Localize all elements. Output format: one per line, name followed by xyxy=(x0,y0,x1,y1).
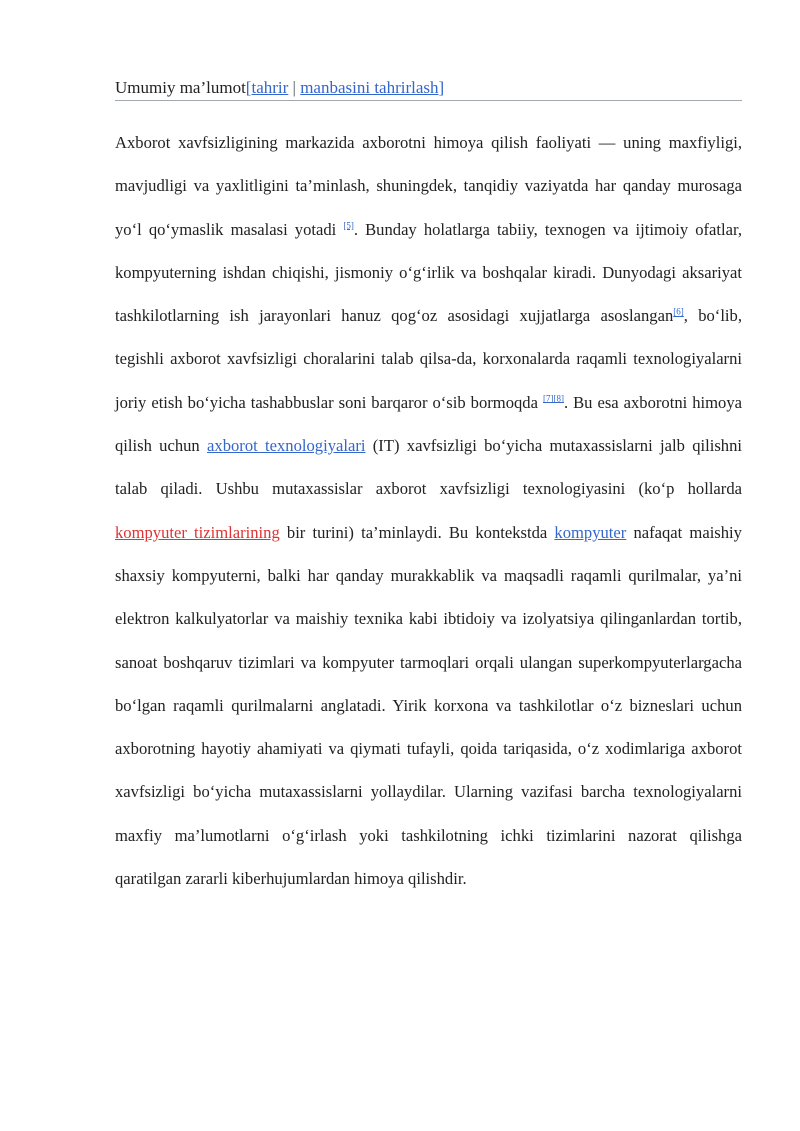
paragraph-text-2: . Bunday holatlarga tabiiy, texnogen va ijtimoiy ofatlar, kompyuterning ishdan chiqishi, jismoniy o‘g‘irlik va boshqalar kiradi. Dunyodagi aksariyat tashkilotlarning ish jarayonlari hanuz qog‘oz asosidagi xujjatlarga asoslangan xyxy=(115,219,742,326)
body-paragraph xyxy=(115,121,742,900)
reference-5 xyxy=(343,220,354,230)
edit-bracket-close: ] xyxy=(438,78,445,97)
edit-separator: | xyxy=(288,78,301,97)
paragraph-text-1: Axborot xavfsizligining markazida axborotni himoya qilish faoliyati — uning maxfiyligi, mavjudligi va yaxlitligini ta’minlash, shuningdek, tanqidiy vaziyatda har qanday murosaga yo‘l qo‘ymaslik masalasi yotadi xyxy=(115,133,742,239)
section-title: Umumiy ma’lumot xyxy=(115,78,246,97)
paragraph-text-7: nafaqat maishiy shaxsiy kompyuterni, balki har qanday murakkablik va maqsadli raqamli qurilmalar, ya’ni elektron kalkulyatorlar va maishiy texnika kabi ibtidoiy va izolyatsiya qilinganlardan tortib, sanoat boshqaruv tizimlari va kompyuter tarmoqlari orqali ulangan superkompyuterlargacha bo‘lgan raqamli qurilmalarni anglatadi. Yirik korxona va tashkilotlar o‘z bizneslari uchun axborotning hayotiy ahamiyati va qiymati tufayli, qoida tariqasida, o‘z xodimlariga axborot xavfsizligi bo‘yicha mutaxassislarni yollaydilar. Ularning vazifasi barcha texnologiyalarni maxfiy ma’lumotlarni o‘g‘irlash yoki tashkilotning ichki tizimlarini nazorat qilishga qaratilgan zararli kiberhujumlardan himoya qilishdir. xyxy=(115,522,742,889)
link-kompyuter[interactable]: kompyuter xyxy=(554,522,627,542)
reference-8-link[interactable]: [8] xyxy=(553,393,564,404)
paragraph-text-5: (IT) xavfsizligi bo‘yicha mutaxassislarni jalb qilishni talab qiladi. Ushbu mutaxassislar axborot xavfsizligi texnologiyasini (ko‘p hollarda xyxy=(115,436,742,499)
reference-7-link[interactable]: [7] xyxy=(542,393,554,404)
edit-source-link[interactable]: manbasini tahrirlash xyxy=(300,78,439,97)
reference-7-8 xyxy=(543,393,564,403)
section-heading xyxy=(115,76,742,101)
edit-link[interactable]: tahrir xyxy=(251,78,289,97)
link-axborot-texnologiyalari[interactable]: axborot texnologiyalari xyxy=(207,436,366,456)
edit-bracket-open: [ xyxy=(245,78,252,97)
paragraph-text-6: bir turini) ta’minlaydi. Bu kontekstda xyxy=(286,522,548,542)
paragraph-text-4: . Bu esa axborotni himoya qilish uchun xyxy=(115,392,742,456)
reference-5-link[interactable]: [5] xyxy=(343,220,354,231)
paragraph-text-3: , bo‘lib, tegishli axborot xavfsizligi choralarini talab qilsa-da, korxonalarda raqamli texnologiyalarni joriy etish bo‘yicha tashabbuslar soni barqaror o‘sib bormoqda xyxy=(115,306,742,412)
link-kompyuter-tizimlarining[interactable]: kompyuter tizimlarining xyxy=(115,522,280,542)
reference-6-link[interactable]: [6] xyxy=(673,306,684,317)
reference-6 xyxy=(673,307,684,317)
edit-links xyxy=(246,78,444,97)
